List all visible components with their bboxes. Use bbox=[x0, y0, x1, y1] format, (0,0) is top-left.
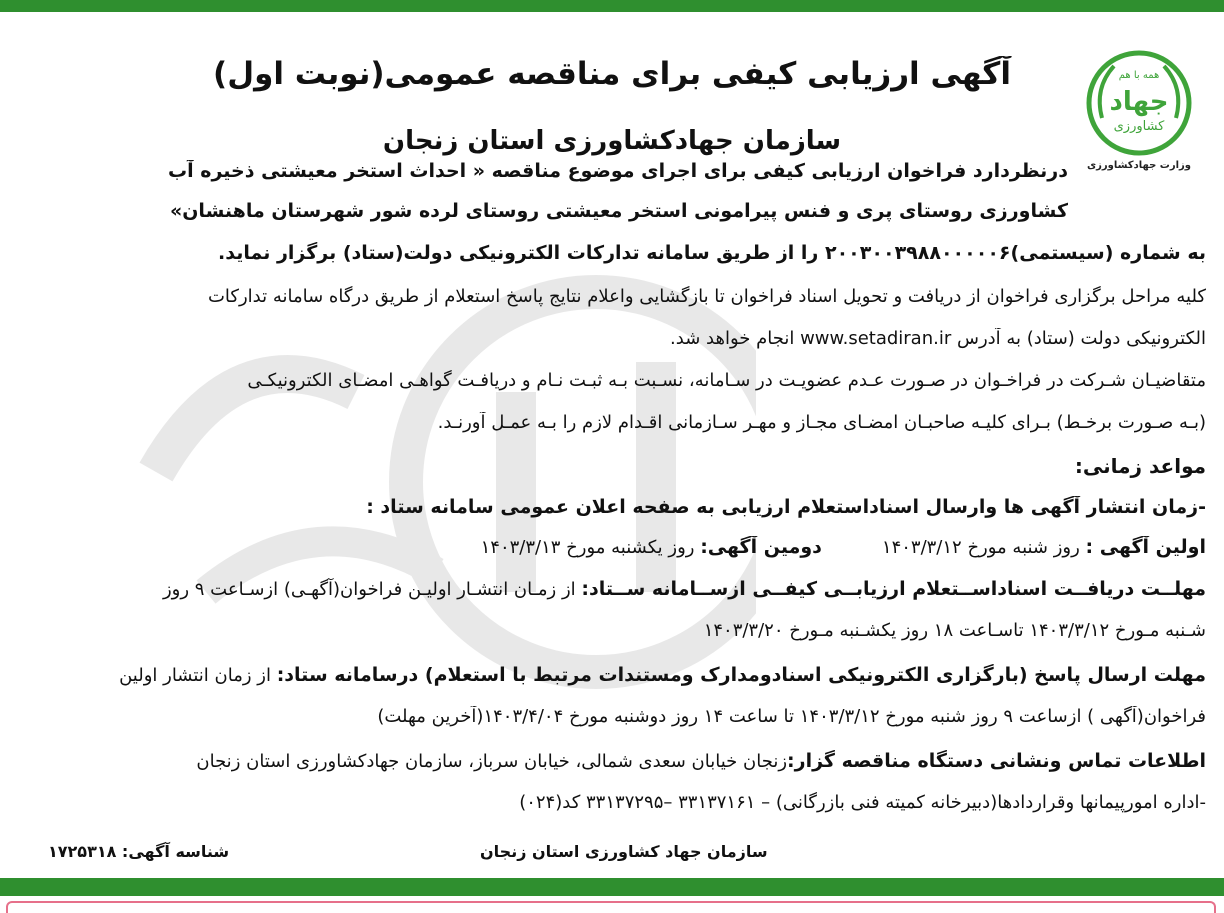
receive-deadline-label: مهلــت دریافــت اسناداســتعلام ارزیابــی کیفــی ازســامانه ســتاد: bbox=[581, 578, 1206, 600]
logo-top-text: همه با هم bbox=[1118, 70, 1160, 81]
schedule-publish-heading: -زمان انتشار آگهی ها وارسال اسناداستعلام ارزیابی به صفحه اعلان عمومی سامانه ستاد : bbox=[366, 496, 1206, 518]
body-paragraph-2-line-1: متقاضیـان شـرکت در فراخـوان در صـورت عـدم عضویـت در سـامانه، نسـبت بـه ثبـت نـام و دریافـت گواهـی امضـای الکترونیکـی bbox=[247, 370, 1206, 391]
send-deadline-label: مهلت ارسال پاسخ (بارگزاری الکترونیکی اسنادومدارک ومستندات مرتبط با استعلام) درسامانه ستاد: bbox=[276, 664, 1206, 686]
body-paragraph-1-line-1: کلیه مراحل برگزاری فراخوان از دریافت و تحویل اسناد فراخوان تا بازگشایی واعلام نتایج پاسخ استعلام از طریق درگاه سامانه تدارکات bbox=[207, 286, 1206, 307]
intro-line-1: درنظردارد فراخوان ارزیابی کیفی برای اجرای موضوع مناقصه « احداث استخر معیشتی ذخیره آب bbox=[168, 160, 1068, 182]
contact-label: اطلاعات تماس ونشانی دستگاه مناقصه گزار: bbox=[787, 750, 1206, 772]
logo-org-text: وزارت جهادکشاورزی bbox=[1086, 160, 1192, 171]
page-subtitle: سازمان جهادکشاورزی استان زنجان bbox=[382, 126, 842, 156]
second-ad-value: روز یکشنبه مورخ ۱۴۰۳/۳/۱۳ bbox=[480, 537, 701, 558]
send-deadline-value: از زمان انتشار اولین bbox=[119, 665, 277, 686]
schedule-receive-line bbox=[22, 578, 1206, 600]
contact-line bbox=[22, 750, 1206, 772]
jahad-keshavarzi-logo bbox=[1084, 48, 1194, 172]
contact-line-2: -اداره امورپیمانها وقراردادها(دبیرخانه کمیته فنی بازرگانی) – ۳۳۱۳۷۱۶۱ –۳۳۱۳۷۲۹۵ کد(۰۲۴) bbox=[519, 792, 1206, 813]
schedule-ads-line bbox=[22, 536, 1206, 558]
logo-sub-text: کشاورزی bbox=[1113, 119, 1165, 134]
schedule-send-line-2: فراخوان(آگهی ) ازساعت ۹ روز شنبه مورخ ۱۴۰۳/۳/۱۲ تا ساعت ۱۴ روز دوشنبه مورخ ۱۴۰۳/۴/۰۴(آخرین مهلت) bbox=[377, 706, 1206, 727]
schedule-heading: مواعد زمانی: bbox=[1074, 454, 1206, 478]
page-title: آگهی ارزیابی کیفی برای مناقصه عمومی(نوبت اول) bbox=[213, 56, 1011, 92]
footer-org: سازمان جهاد کشاورزی استان زنجان bbox=[480, 842, 768, 861]
bottom-pink-strip bbox=[6, 901, 1216, 913]
contact-value: زنجان خیابان سعدی شمالی، خیابان سرباز، سازمان جهادکشاورزی استان زنجان bbox=[196, 751, 788, 772]
bottom-green-bar bbox=[0, 878, 1224, 896]
body-paragraph-2-line-2: (بـه صـورت برخـط) بـرای کلیـه صاحبـان امضـای مجـاز و مهـر سـازمانی اقـدام لازم را بـه عمـل آورنـد. bbox=[437, 412, 1206, 433]
first-ad-value: روز شنبه مورخ ۱۴۰۳/۳/۱۲ bbox=[881, 537, 1086, 558]
body-paragraph-1-line-2: الکترونیکی دولت (ستاد) به آدرس www.setadiran.ir انجام خواهد شد. bbox=[670, 328, 1206, 349]
schedule-receive-line-2: شـنبه مـورخ ۱۴۰۳/۳/۱۲ تاسـاعت ۱۸ روز یکشـنبه مـورخ ۱۴۰۳/۳/۲۰ bbox=[703, 620, 1206, 641]
intro-line-3: به شماره (سیستمی)۲۰۰۳۰۰۳۹۸۸۰۰۰۰۰۶ را از طریق سامانه تدارکات الکترونیکی دولت(ستاد) برگزار نماید. bbox=[218, 242, 1206, 264]
advertisement-frame bbox=[6, 22, 1218, 870]
receive-deadline-value: از زمـان انتشـار اولیـن فراخوان(آگهـی) ازسـاعت ۹ روز bbox=[162, 579, 582, 600]
first-ad-label: اولین آگهی : bbox=[1085, 536, 1206, 558]
logo-main-text: جهاد bbox=[1109, 87, 1169, 117]
footer-ad-id: شناسه آگهی: ۱۷۲۵۳۱۸ bbox=[48, 842, 230, 861]
top-green-bar bbox=[0, 0, 1224, 12]
second-ad-label: دومین آگهی: bbox=[700, 536, 822, 558]
schedule-send-line bbox=[22, 664, 1206, 686]
intro-line-2: کشاورزی روستای پری و فنس پیرامونی استخر معیشتی روستای لرده شور شهرستان ماهنشان» bbox=[169, 200, 1068, 222]
logo-emblem-icon bbox=[1084, 48, 1194, 158]
